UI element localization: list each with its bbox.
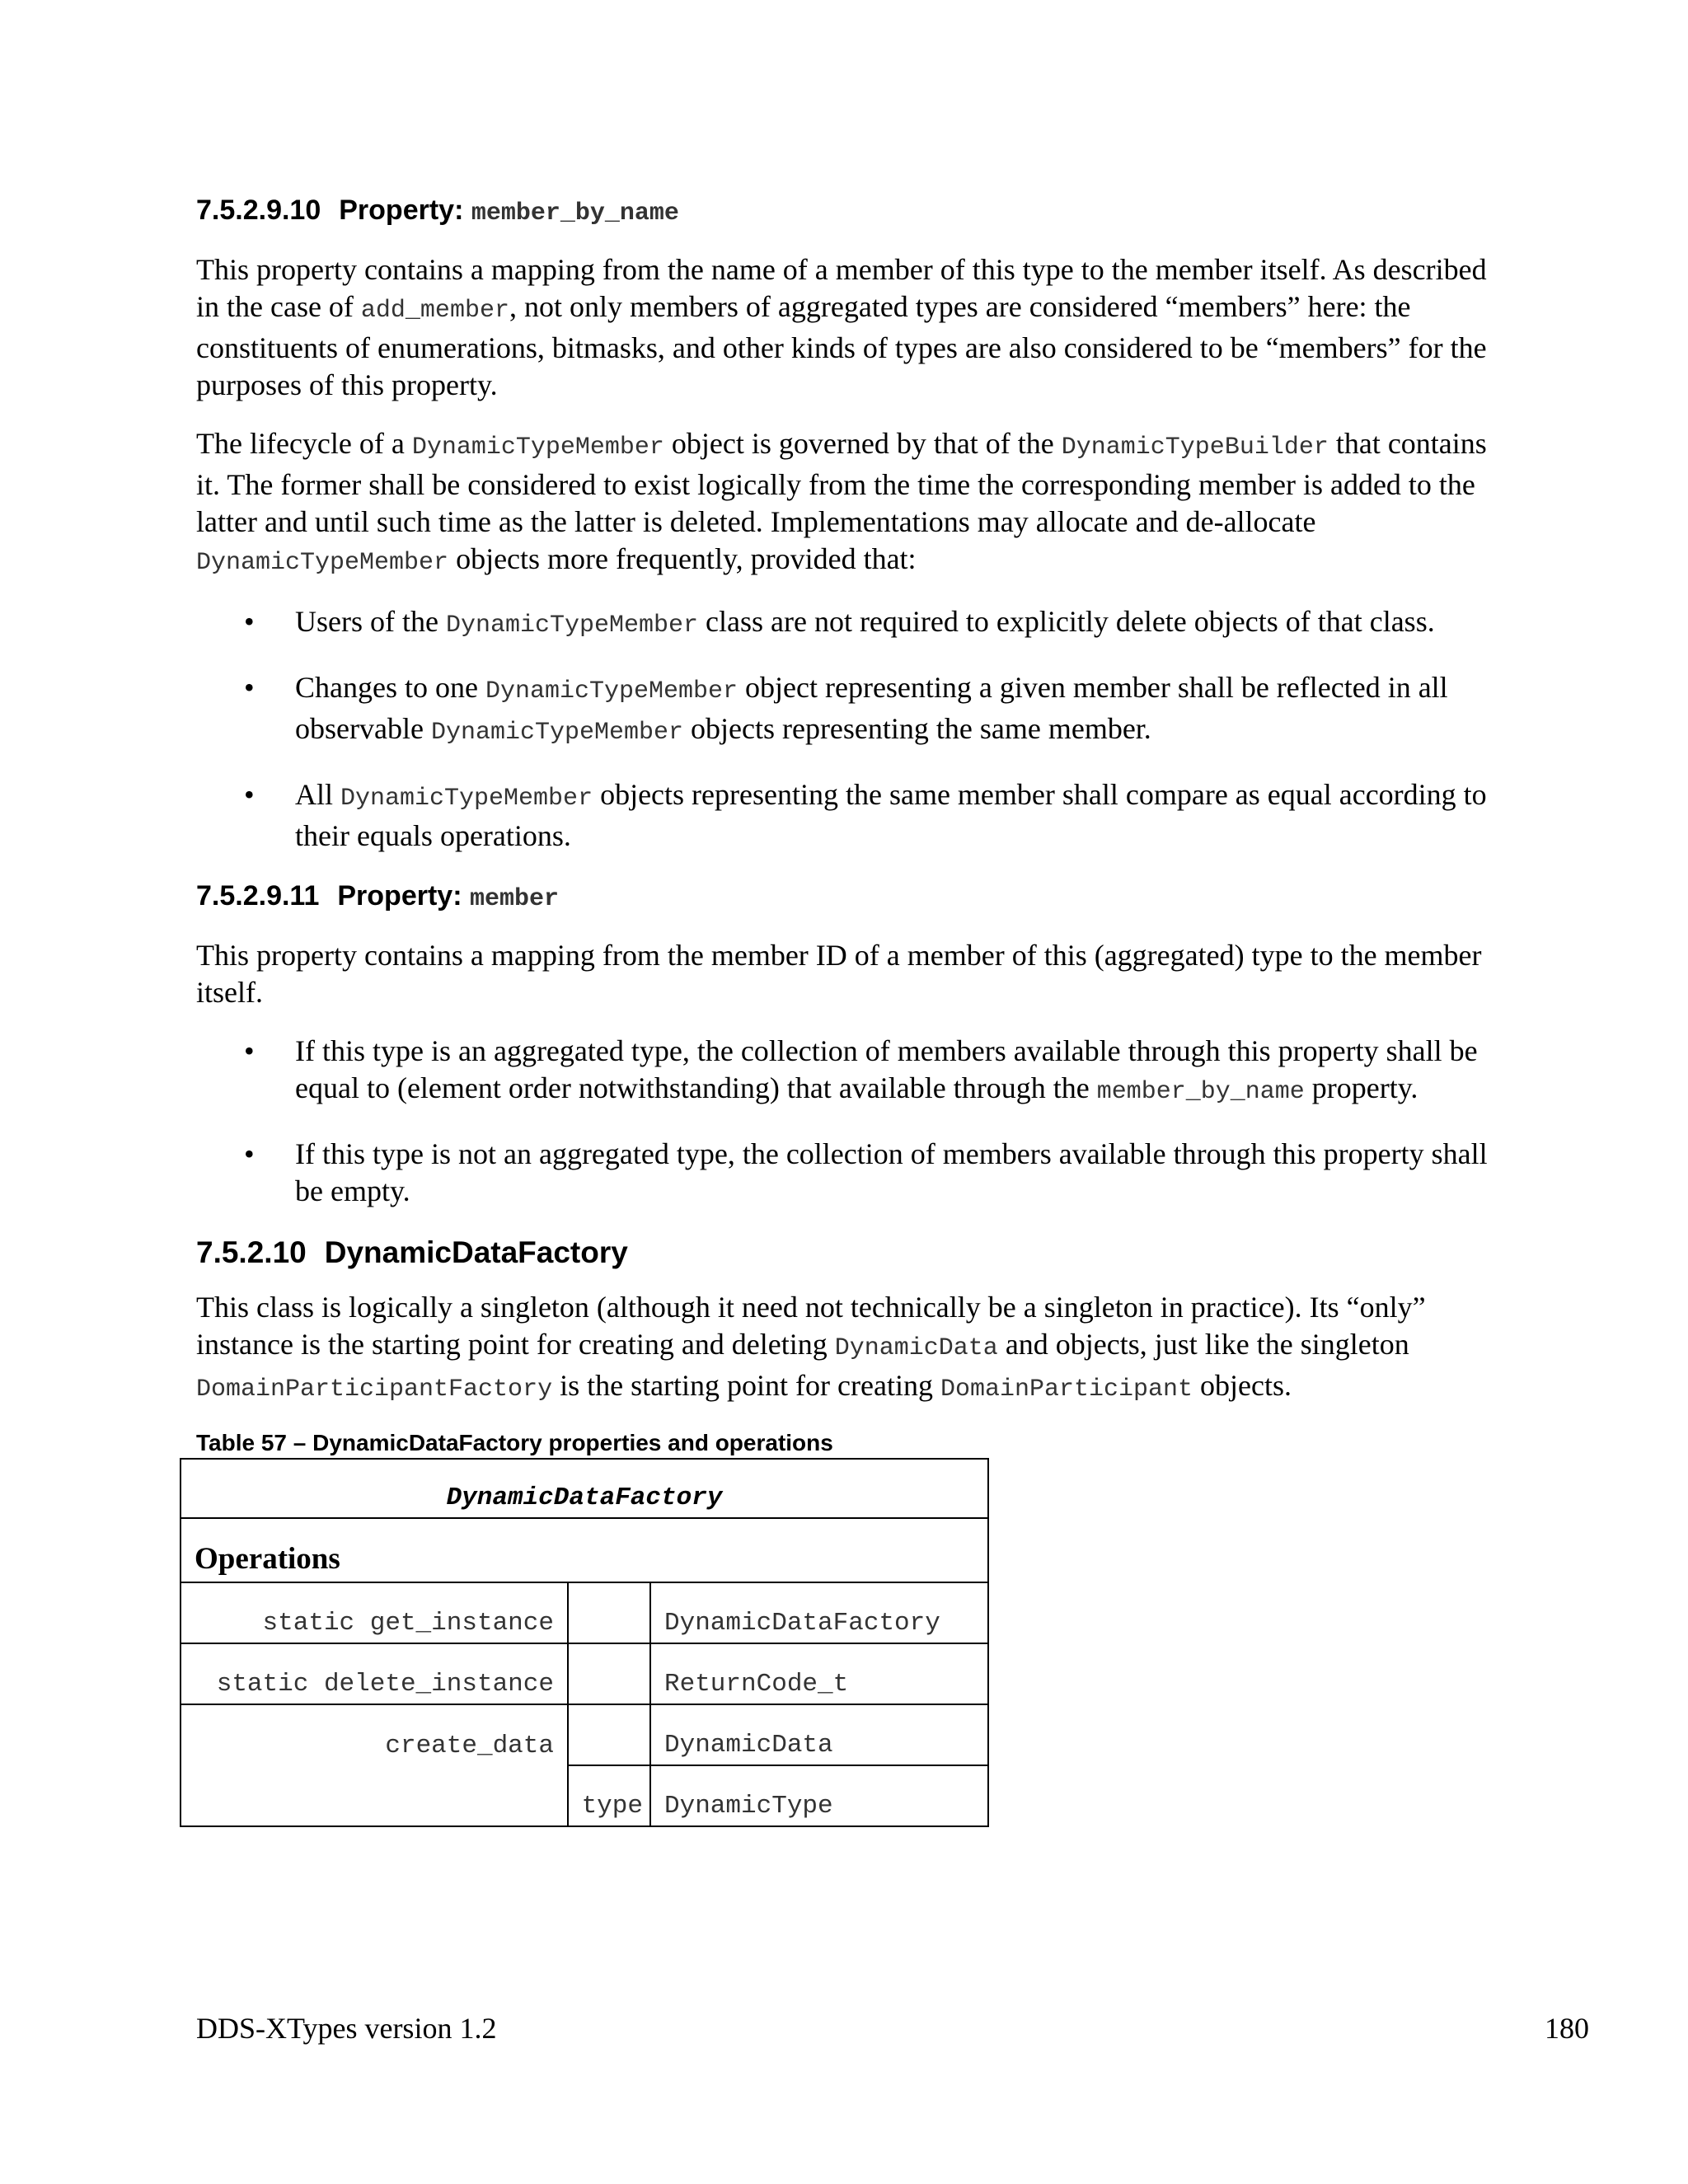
footer-document-title: DDS-XTypes version 1.2: [196, 2012, 497, 2045]
list-item: • If this type is an aggregated type, the collection of members available through this property shall be equal to (element order notwithstanding) that available through the member_by_name property.: [244, 1034, 1478, 1106]
bullet-icon: •: [244, 671, 255, 704]
parameter-name: type: [568, 1765, 650, 1826]
table-title: DynamicDataFactory: [181, 1459, 988, 1518]
table-row: [181, 1704, 988, 1765]
operation-name: create_data: [181, 1704, 568, 1765]
return-type: ReturnCode_t: [650, 1643, 988, 1704]
table-row: [181, 1765, 988, 1826]
bullet-icon: •: [244, 1034, 255, 1067]
parameter-name: [568, 1643, 650, 1704]
section-number: 7.5.2.9.10: [196, 194, 321, 226]
list-item: • Changes to one DynamicTypeMember object representing a given member shall be reflected in all observable DynamicTypeMember objects representing the same member.: [244, 671, 1448, 747]
parameter-type: DynamicType: [650, 1765, 988, 1826]
operation-name: [181, 1765, 568, 1826]
section-heading-dynamic-data-factory: [196, 1235, 1498, 1271]
bullet-icon: •: [244, 778, 255, 811]
parameter-name: [568, 1582, 650, 1643]
document-page: [196, 194, 1498, 1827]
table-section-operations: Operations: [181, 1518, 988, 1582]
paragraph-member-by-name-intro: This property contains a mapping from the name of a member of this type to the member itself. As described in the case of add_member, not only members of aggregated types are considered “members” here: the constituents of enumerations, bitmasks, and other kinds of types are also considered to be “members” for the purposes of this property.: [196, 253, 1487, 401]
paragraph-lifecycle: The lifecycle of a DynamicTypeMember object is governed by that of the DynamicTypeBuilder that contains it. The former shall be considered to exist logically from the time the corresponding member is added to the latter and until such time as the latter is deleted. Implementations may allocate and de-allocate DynamicTypeMember objects more frequently, provided that:: [196, 427, 1487, 577]
list-item: • If this type is not an aggregated type, the collection of members available through this property shall be empty.: [244, 1137, 1488, 1207]
return-type: DynamicDataFactory: [650, 1582, 988, 1643]
table-row: [181, 1582, 988, 1643]
page-number: 180: [1545, 2012, 1589, 2045]
bullet-icon: •: [244, 605, 255, 638]
factory-operations-table: [180, 1458, 989, 1827]
member-conditions-list: [196, 1033, 1498, 1210]
section-title: DynamicDataFactory: [324, 1235, 628, 1269]
list-item: • All DynamicTypeMember objects representing the same member shall compare as equal according to their equals operations.: [244, 778, 1487, 852]
operation-name: static get_instance: [181, 1582, 568, 1643]
section-number: 7.5.2.10: [196, 1235, 307, 1269]
parameter-name: [568, 1704, 650, 1765]
section-heading-member: [196, 879, 1498, 914]
section-label: Property:: [339, 194, 464, 226]
section-heading-member-by-name: [196, 194, 1498, 228]
lifecycle-conditions-list: [196, 603, 1498, 855]
return-type: DynamicData: [650, 1704, 988, 1765]
table-caption: Table 57 – DynamicDataFactory properties and operations: [196, 1430, 833, 1456]
section-number: 7.5.2.9.11: [196, 880, 320, 912]
table-row: [181, 1643, 988, 1704]
section-label: Property:: [337, 880, 462, 912]
paragraph-factory-intro: This class is logically a singleton (although it need not technically be a singleton in practice). Its “only” instance is the starting point for creating and deleting DynamicData and objects, just like the singleton DomainParticipantFactory is the starting point for creating DomainParticipant objects.: [196, 1291, 1426, 1404]
paragraph-member-intro: This property contains a mapping from the member ID of a member of this (aggregated) type to the member itself.: [196, 939, 1482, 1009]
section-code: member_by_name: [471, 199, 679, 227]
bullet-icon: •: [244, 1137, 255, 1170]
operation-name: static delete_instance: [181, 1643, 568, 1704]
list-item: • Users of the DynamicTypeMember class are not required to explicitly delete objects of that class.: [244, 605, 1435, 640]
section-code: member: [469, 885, 559, 913]
